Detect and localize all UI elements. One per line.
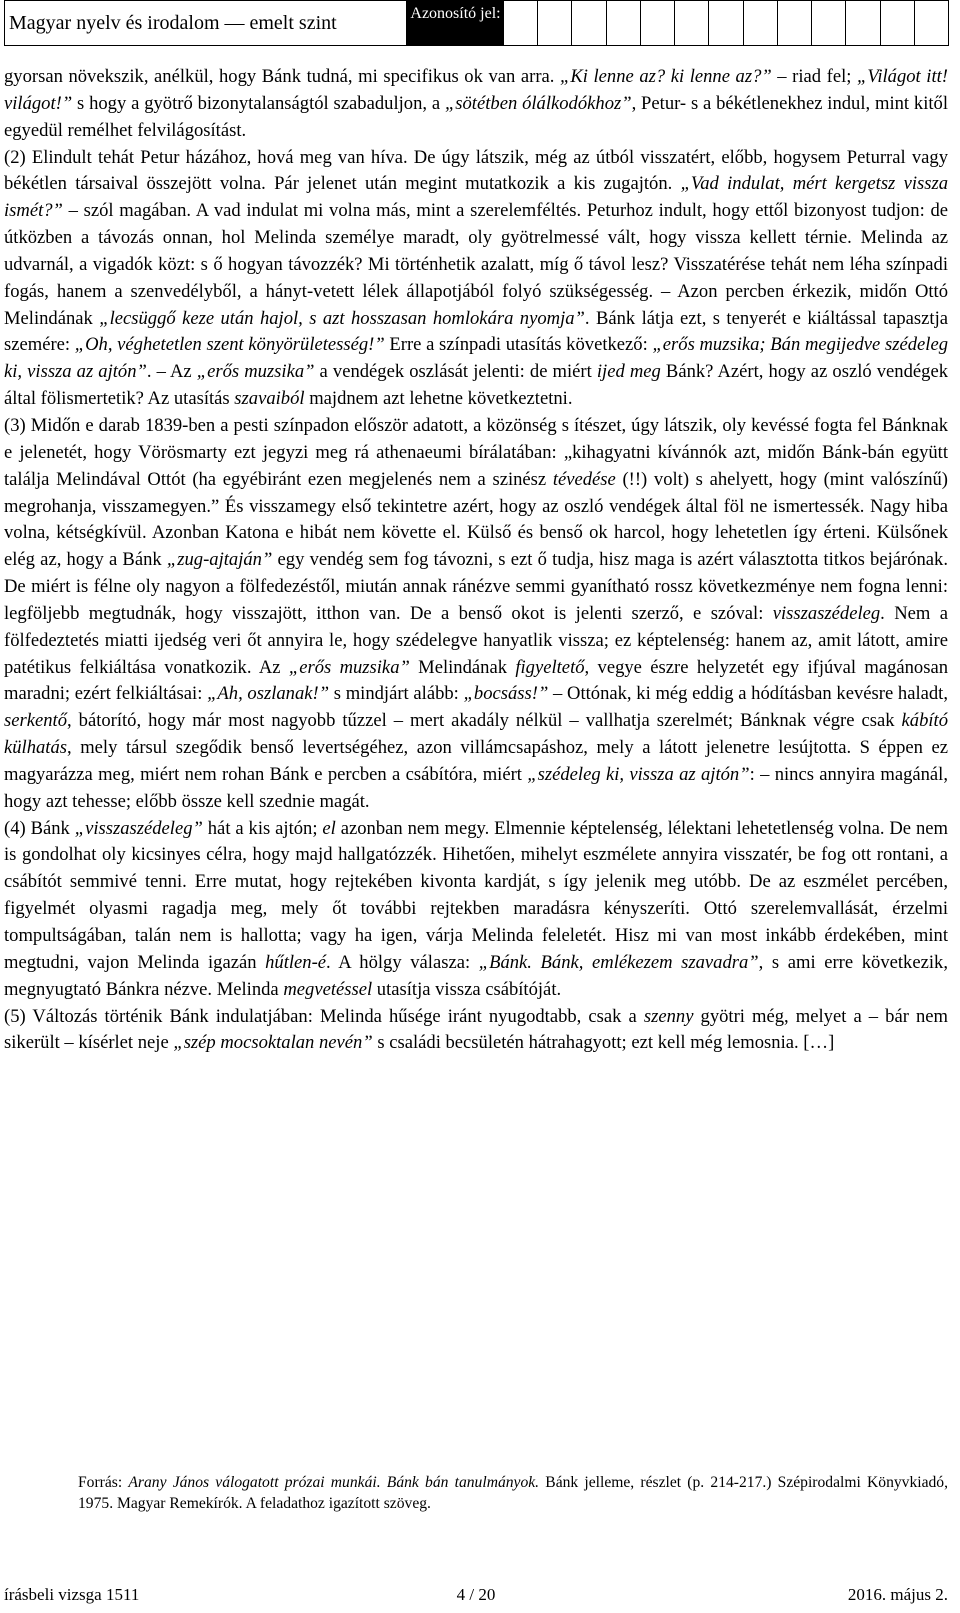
italic-quote: hűtlen-é xyxy=(265,951,327,973)
paragraph-4 xyxy=(4,816,948,1004)
id-box[interactable] xyxy=(845,1,879,45)
italic-quote: „szédeleg ki, vissza az ajtón” xyxy=(527,763,750,785)
text-run: Melindának xyxy=(409,656,516,678)
exam-subject-title: Magyar nyelv és irodalom — emelt szint xyxy=(5,1,407,45)
page-number: 4 / 20 xyxy=(456,1585,496,1604)
text-run: hát a kis ajtón; xyxy=(202,817,323,839)
italic-quote: megvetéssel xyxy=(283,978,373,1000)
id-box[interactable] xyxy=(504,1,537,45)
text-run: . – Az xyxy=(146,361,197,383)
exam-code: írásbeli vizsga 1511 xyxy=(4,1585,140,1604)
italic-quote: „erős muzsika; Bán megijedve szédeleg ki, vissza az ajtón” xyxy=(4,334,948,383)
paragraph-2 xyxy=(4,145,948,413)
id-box[interactable] xyxy=(811,1,845,45)
text-run: Bánk jelleme, részlet (p. 214-217.) Szépirodalmi Könyvkiadó, 1975. Magyar Remekírók. A feladathoz igazított szöveg. xyxy=(78,1474,949,1512)
paragraph-3 xyxy=(4,413,948,816)
italic-quote: „Ki lenne az? ki lenne az?” xyxy=(560,66,772,87)
page-header xyxy=(4,0,949,46)
text-run: a vendégek oszlását jelenti: de miért xyxy=(314,361,597,383)
text-run: – szól magában. A vad indulat mi volna más, mint a szerelemféltés. Peturhoz indult, hogy ettől bizonyost tudjon: de útközben a távozás onnan, hol Melinda személye maradt, oly gyötrelmessé vált, hogy vissza kellett térnie. Melinda az udvarnál, a vigadók közt: s ő hogyan távozzék? Mi történhetik azalatt, míg ő távol lesz? Visszatérése tehát nem léha színpadi fogás, hanem a szenvedélyből, a hányt-vetett lélek állapotjából folyó szükségesség. – Azon percben érkezik, midőn Ottó Melindának xyxy=(4,200,948,329)
text-run: egy vendég sem fog távozni, s ezt ő tudja, hisz maga is azért választotta titkos bejárónak. De miért is félne oly nagyon a fölfedezéstől, miután annak ránézve semmi gyanítható rossz következménye nem fogna lenni: legföljebb megtudnák, hogy visszajött, itthon van. De a benső okot is jelenti szerző, e szóval: xyxy=(4,549,948,624)
italic-quote: visszaszédeleg xyxy=(772,602,881,624)
page-footer xyxy=(4,1585,948,1607)
text-run: Erre a színpadi utasítás következő: xyxy=(384,334,653,356)
exam-date: 2016. május 2. xyxy=(847,1585,948,1604)
source-citation xyxy=(78,1472,948,1514)
text-run: (3) Midőn e darab 1839-ben a pesti színpadon először adatott, a közönség s ítészet, úgy látszik, oly kevéssé fogta fel Bánknak e jelenetét, hogy Vörösmarty ezt jegyzi meg rá athenaeumi bírálatában: „kihagyatni kívánnók azt, midőn Bánk-bán együtt találja Melindával Ottót (ha egyébiránt ezen megjelenés nem a szinész xyxy=(4,414,948,490)
italic-quote: szenny xyxy=(643,1005,694,1027)
text-run: Forrás: xyxy=(78,1474,129,1491)
italic-quote: „Ah, oszlanak!” xyxy=(207,683,330,705)
text-run: s családi becsületén hátrahagyott; ezt kell még lemosnia. […] xyxy=(372,1032,835,1054)
italic-quote: „Oh, véghetetlen szent könyörületesség!” xyxy=(74,334,385,356)
id-box[interactable] xyxy=(571,1,605,45)
text-run: , Petur- s a békétlenekhez indul, mint kitől egyedül remélhet felvilágosítást. xyxy=(4,92,948,141)
italic-quote: „szép mocsoktalan nevén” xyxy=(173,1032,373,1054)
italic-quote: figyeltető xyxy=(515,656,585,678)
id-box[interactable] xyxy=(777,1,811,45)
italic-quote: szavaiból xyxy=(234,388,305,410)
id-boxes xyxy=(504,1,948,45)
paragraph-1 xyxy=(4,64,948,145)
italic-quote: „erős muzsika” xyxy=(196,361,315,383)
italic-quote: el xyxy=(322,817,336,839)
italic-quote: kábító külhatás xyxy=(4,710,948,759)
italic-quote: „Bánk. Bánk, emlékezem szavadra” xyxy=(478,951,759,973)
italic-quote: „visszaszédeleg” xyxy=(74,817,203,839)
text-run: gyötri még, melyet a – bár nem sikerült – kísérlet neje xyxy=(4,1005,949,1054)
italic-quote: „Világot itt! világot!” xyxy=(4,66,948,114)
id-label: Azonosító jel: xyxy=(407,1,504,45)
italic-quote: „lecsüggő keze után hajol, s azt hosszasan homlokára nyomja” xyxy=(99,307,585,329)
text-run: gyorsan növekszik, anélkül, hogy Bánk tudná, mi specifikus ok van arra. xyxy=(4,66,560,87)
italic-quote: Arany János válogatott prózai munkái. Bánk bán tanulmányok. xyxy=(128,1474,540,1491)
text-run: . A hölgy válasza: xyxy=(326,951,479,973)
id-box[interactable] xyxy=(606,1,640,45)
text-run: : – nincs annyira magánál, hogy azt tehesse; előbb össze kell szednie magát. xyxy=(4,763,948,812)
text-run: (4) Bánk xyxy=(4,817,75,839)
text-run: azonban nem megy. Elmennie képtelenség, lélektani lehetetlenség volna. De nem is gondolhat oly kicsinyes célra, hogy majd hallgatózzék. Hihetően, mihelyt eszmélete annyira visszatér, be fog ott rontani, a csábítót semmivé tenni. Erre mutat, hogy rejtekében kivonta kardját, s így jelenik meg utóbb. De az eszmélet percében, figyelmét olyasmi ragadja meg, mely őt további rejtekben maradásra kényszeríti. Ottó szerelemvallását, érzelmi tompultságában, talán nem is hallotta; vagy ha igen, várja Melinda feleletét. Hisz mi van most inkább érdekében, mint megtudni, vajon Melinda igazán xyxy=(4,817,948,973)
id-box[interactable] xyxy=(640,1,674,45)
body-text xyxy=(4,64,948,1057)
id-box[interactable] xyxy=(914,1,948,45)
id-box[interactable] xyxy=(708,1,742,45)
text-run: (2) Elindult tehát Petur házához, hová meg van híva. De úgy látszik, még az útból visszatért, előbb, hogysem Peturral vagy békétlen társaival összejött volna. Pár jelenet után megint mutatkozik a kis zugajtón. xyxy=(4,146,948,195)
text-run: s hogy a gyötrő bizonytalanságtól szabaduljon, a xyxy=(72,92,445,114)
paragraph-5 xyxy=(4,1004,948,1058)
text-run: , bátorító, hogy már most nagyobb tűzzel – mert akadály nélkül – vallhatja szerelmét; Bánknak végre csak xyxy=(67,710,902,732)
text-run: , mely társul szegődik benső levertségéhez, azon villámcsapáshoz, mely a látott jelenetre lesújtotta. S éppen ez magyarázza meg, miért nem rohan Bánk e percben a csábítóra, miért xyxy=(4,737,948,785)
text-run: . Bánk látja ezt, s tenyerét e kiáltással tapasztja szemére: xyxy=(4,307,948,356)
text-run: majdnem azt lehetne következtetni. xyxy=(304,388,573,410)
text-run: , s ami erre következik, megnyugtató Bánkra nézve. Melinda xyxy=(4,951,948,1000)
italic-quote: „Vad indulat, mért kergetsz vissza ismét?” xyxy=(4,173,948,222)
italic-quote: „bocsáss!” xyxy=(463,683,549,705)
text-run: (5) Változás történik Bánk indulatjában: Melinda hűsége iránt nyugodtabb, csak a xyxy=(4,1005,644,1027)
id-box[interactable] xyxy=(537,1,571,45)
id-box[interactable] xyxy=(743,1,777,45)
text-run: (!!) volt) s ahelyett, hogy (mint valószínű) megrohanja, visszamegyen.” És visszamegy első tekintetre azért, hogy az oszló vendégek által föl ne ismertessék. Nagy hiba volna, kétségkívül. Azonban Katona e hibát nem követte el. Külső és benső ok harcol, hogy lehetetlen így érteni. Külsőnek elég az, hogy a Bánk xyxy=(4,468,948,571)
text-run: s mindjárt alább: xyxy=(329,683,464,705)
italic-quote: tévedése xyxy=(552,468,616,490)
italic-quote: „erős muzsika” xyxy=(288,656,410,678)
text-run: , vegye észre helyzetét egy ifjúval magánosan maradni; ezért felkiáltásai: xyxy=(4,656,948,705)
italic-quote: „zug-ajtaján” xyxy=(166,549,273,571)
text-run: – riad fel; xyxy=(771,66,858,87)
text-run: utasítja vissza csábítóját. xyxy=(372,978,562,1000)
italic-quote: „sötétben ólálkodókhoz” xyxy=(444,92,632,114)
text-run: . Nem a fölfedeztetés miatti ijedség veri őt annyira le, hogy szédelegve hanyatlik vissza; ez képtelenség: hanem az, amit látott, amire patétikus felkiáltása vonatkozik. Az xyxy=(4,602,948,678)
id-box[interactable] xyxy=(674,1,708,45)
text-run: – Ottónak, ki még eddig a hódításban kevésre haladt, xyxy=(548,683,948,705)
text-run: Bánk? Azért, hogy az oszló vendégek által fölismertetik? Az utasítás xyxy=(4,361,948,410)
italic-quote: ijed meg xyxy=(596,361,661,383)
id-box[interactable] xyxy=(880,1,914,45)
italic-quote: serkentő xyxy=(4,710,67,732)
